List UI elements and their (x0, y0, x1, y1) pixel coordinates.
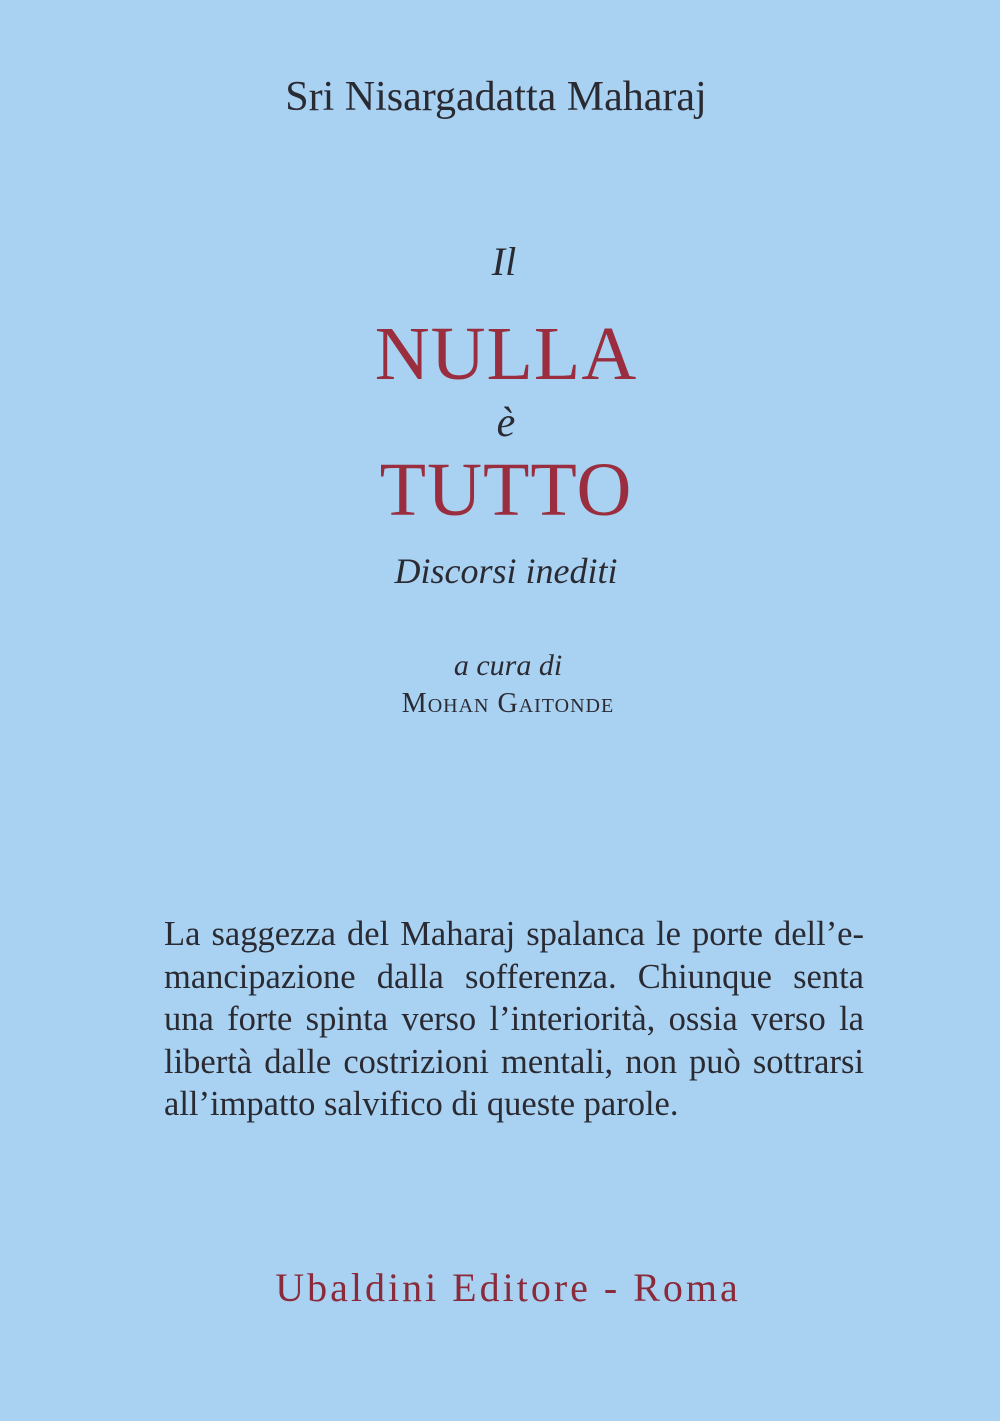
blurb-line: libertà dalle costrizioni mentali, non può sottrarsi (164, 1042, 864, 1081)
blurb-line: La saggezza del Maharaj spalanca le porte dell’e- (164, 915, 864, 953)
title-conjunction: è (496, 400, 516, 446)
publisher: Ubaldini Editore - Roma (275, 1265, 741, 1310)
edited-by-label: a cura di (453, 649, 563, 682)
title-article: Il (491, 239, 517, 284)
title-nulla: NULLA (374, 312, 638, 396)
blurb-line: all’impatto salvifico di queste parole. (164, 1085, 679, 1123)
editor-name: Mohan Gaitonde (401, 688, 615, 719)
author-name: Sri Nisargadatta Maharaj (285, 74, 707, 120)
subtitle: Discorsi inediti (394, 551, 618, 591)
blurb-line: una forte spinta verso l’interiorità, ossia verso la (164, 1000, 864, 1038)
title-tutto: TUTTO (379, 448, 633, 532)
blurb-text (164, 913, 864, 1126)
blurb-line: mancipazione dalla sofferenza. Chiunque senta (164, 957, 864, 996)
